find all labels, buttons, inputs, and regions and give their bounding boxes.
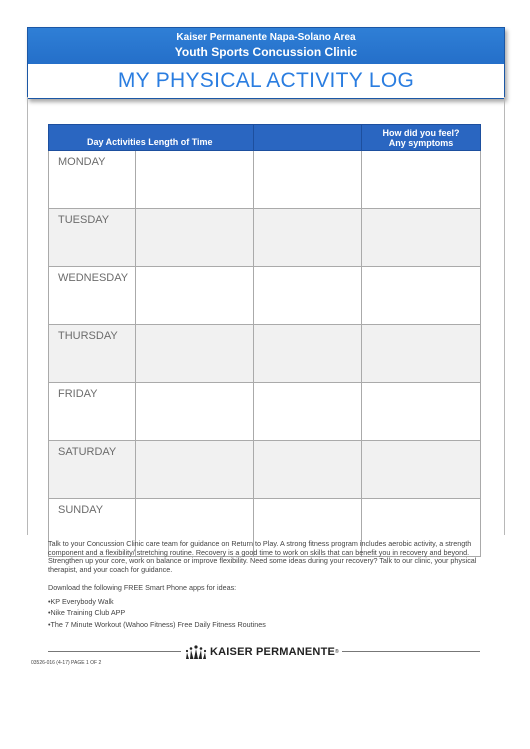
- header-feel-line1: How did you feel?: [382, 127, 460, 138]
- page-title: MY PHYSICAL ACTIVITY LOG: [117, 69, 415, 92]
- notes-cell[interactable]: [254, 267, 362, 325]
- activity-log-table: [48, 124, 481, 557]
- notes-cell[interactable]: [254, 325, 362, 383]
- kaiser-logo-icon: [185, 645, 207, 659]
- footer-rule-left: [48, 651, 181, 652]
- header-blank: [254, 125, 362, 151]
- notes-cell[interactable]: [254, 151, 362, 209]
- kaiser-logo: [185, 645, 339, 659]
- clinic-name: Youth Sports Concussion Clinic: [174, 45, 358, 59]
- kaiser-wordmark: KAISER PERMANENTE: [210, 646, 336, 658]
- header-day-activities-length: [49, 125, 254, 151]
- feelings-cell[interactable]: [362, 441, 481, 499]
- day-cell: FRIDAY: [49, 383, 136, 441]
- feelings-cell[interactable]: [362, 325, 481, 383]
- table-header-row: [49, 125, 481, 151]
- day-cell: SATURDAY: [49, 441, 136, 499]
- length-cell[interactable]: [136, 151, 254, 209]
- feelings-cell[interactable]: [362, 151, 481, 209]
- table-row: [49, 151, 481, 209]
- feelings-cell[interactable]: [362, 383, 481, 441]
- table-row: [49, 267, 481, 325]
- header-length-of-time: Length of Time: [148, 137, 213, 147]
- app-item: •KP Everybody Walk: [48, 597, 114, 606]
- day-cell: SUNDAY: [49, 499, 136, 557]
- day-cell: THURSDAY: [49, 325, 136, 383]
- table-row: [49, 325, 481, 383]
- notes-cell[interactable]: [254, 383, 362, 441]
- day-cell: TUESDAY: [49, 209, 136, 267]
- app-item: •The 7 Minute Workout (Wahoo Fitness) Free Daily Fitness Routines: [48, 620, 266, 629]
- notes-cell[interactable]: [254, 209, 362, 267]
- guidance-paragraph: Talk to your Concussion Clinic care team for guidance on Return to Play. A strong fitness program includes aerobic activity, a strength component and a flexibility/ stretching routine. Recovery is a good time to work on skills that can benefit you in recovery and beyond. Strengthen up your core, work on balance or improve flexibility. Need some ideas during your recovery? Talk to our clinic, your physical therapist, and your coach for guidance.: [48, 539, 477, 574]
- notes-cell[interactable]: [254, 441, 362, 499]
- length-cell[interactable]: [136, 267, 254, 325]
- length-cell[interactable]: [136, 383, 254, 441]
- table-row: [49, 209, 481, 267]
- feelings-cell[interactable]: [362, 209, 481, 267]
- length-cell[interactable]: [136, 209, 254, 267]
- header-day-activities: Day Activities: [87, 137, 146, 147]
- title-box: [28, 64, 504, 98]
- header-banner: [27, 27, 505, 99]
- feelings-cell[interactable]: [362, 267, 481, 325]
- table-row: [49, 441, 481, 499]
- apps-intro: Download the following FREE Smart Phone apps for ideas:: [48, 583, 237, 592]
- header-feelings: [362, 125, 481, 151]
- day-cell: WEDNESDAY: [49, 267, 136, 325]
- org-name: Kaiser Permanente Napa-Solano Area: [176, 32, 356, 43]
- length-cell[interactable]: [136, 325, 254, 383]
- app-item: •Nike Training Club APP: [48, 608, 126, 617]
- form-code: 03526-016 (4-17) PAGE 1 OF 2: [31, 660, 102, 666]
- registered-mark: ®: [335, 649, 339, 655]
- length-cell[interactable]: [136, 441, 254, 499]
- day-cell: MONDAY: [49, 151, 136, 209]
- header-feel-line2: Any symptoms: [388, 137, 454, 148]
- table-row: [49, 383, 481, 441]
- footer-rule-right: [342, 651, 480, 652]
